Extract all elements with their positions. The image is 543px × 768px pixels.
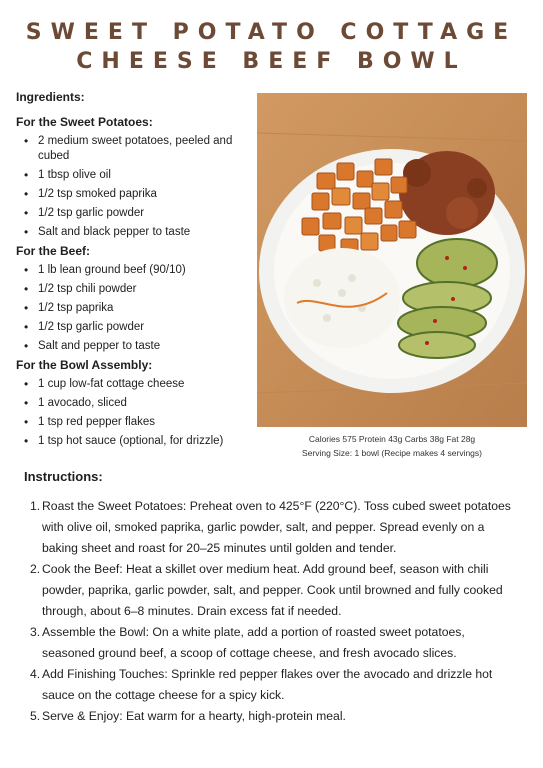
- list-item: • 1/2 tsp smoked paprika: [16, 187, 256, 202]
- instructions-heading: Instructions:: [24, 469, 103, 484]
- instruction-step: [30, 706, 520, 727]
- list-item: • Salt and black pepper to taste: [16, 225, 256, 240]
- step-text: Roast the Sweet Potatoes: Preheat oven to 425°F (220°C). Toss cubed sweet potatoes with olive oil, smoked paprika, garlic powder, salt, and pepper. Spread evenly on a baking sheet and roast for 20–25 minutes until golden and tender.: [42, 499, 511, 555]
- list-item: • 2 medium sweet potatoes, peeled and cubed: [16, 134, 256, 164]
- instructions-list: [30, 496, 520, 727]
- step-text: Cook the Beef: Heat a skillet over medium heat. Add ground beef, season with chili powder, paprika, garlic powder, salt, and pepper. Cook until browned and fully cooked through, about 6–8 minutes. Drain excess fat if needed.: [42, 562, 503, 618]
- instruction-step: [30, 496, 520, 559]
- list-item: • 1/2 tsp garlic powder: [16, 206, 256, 221]
- ingredients-section-beef: [16, 244, 256, 354]
- list-item: • Salt and pepper to taste: [16, 339, 256, 354]
- list-item: • 1 tbsp olive oil: [16, 168, 256, 183]
- step-number: 5.: [30, 709, 41, 723]
- step-text: Add Finishing Touches: Sprinkle red pepper flakes over the avocado and drizzle hot sauce on the cottage cheese for a spicy kick.: [42, 667, 493, 702]
- step-number: 1.: [30, 499, 41, 513]
- instruction-step: [30, 664, 520, 706]
- instruction-step: [30, 559, 520, 622]
- serving-size: Serving Size: 1 bowl (Recipe makes 4 servings): [302, 448, 482, 458]
- section-title: For the Sweet Potatoes:: [16, 115, 153, 129]
- list-item: • 1 cup low-fat cottage cheese: [16, 377, 256, 392]
- instruction-step: [30, 622, 520, 664]
- list-item: • 1/2 tsp garlic powder: [16, 320, 256, 335]
- title-line-1: SWEET POTATO COTTAGE: [25, 20, 518, 45]
- title-line-2: CHEESE BEEF BOWL: [76, 49, 467, 74]
- list-item: • 1 lb lean ground beef (90/10): [16, 263, 256, 278]
- cottage-cheese: [284, 248, 400, 348]
- ingredients-heading: Ingredients:: [16, 90, 85, 104]
- ingredients-list: [16, 115, 256, 453]
- step-number: 2.: [30, 562, 41, 576]
- step-number: 3.: [30, 625, 41, 639]
- list-item: • 1 avocado, sliced: [16, 396, 256, 411]
- nutrition-facts: Calories 575 Protein 43g Carbs 38g Fat 28g: [308, 434, 476, 444]
- step-text: Assemble the Bowl: On a white plate, add a portion of roasted sweet potatoes, seasoned ground beef, a scoop of cottage cheese, and fresh avocado slices.: [42, 625, 465, 660]
- nutrition-caption: [257, 432, 527, 460]
- recipe-title: [0, 18, 543, 76]
- food-photo: [257, 93, 527, 427]
- step-number: 4.: [30, 667, 41, 681]
- list-item: • 1/2 tsp paprika: [16, 301, 256, 316]
- list-item: • 1 tsp red pepper flakes: [16, 415, 256, 430]
- bowl-illustration: [257, 93, 527, 427]
- ingredients-section-sweet-potatoes: [16, 115, 256, 240]
- list-item: • 1 tsp hot sauce (optional, for drizzle): [16, 434, 256, 449]
- step-text: Serve & Enjoy: Eat warm for a hearty, high-protein meal.: [42, 709, 346, 723]
- section-title: For the Beef:: [16, 244, 91, 258]
- list-item: • 1/2 tsp chili powder: [16, 282, 256, 297]
- section-title: For the Bowl Assembly:: [16, 358, 153, 372]
- ingredients-section-bowl-assembly: [16, 358, 256, 449]
